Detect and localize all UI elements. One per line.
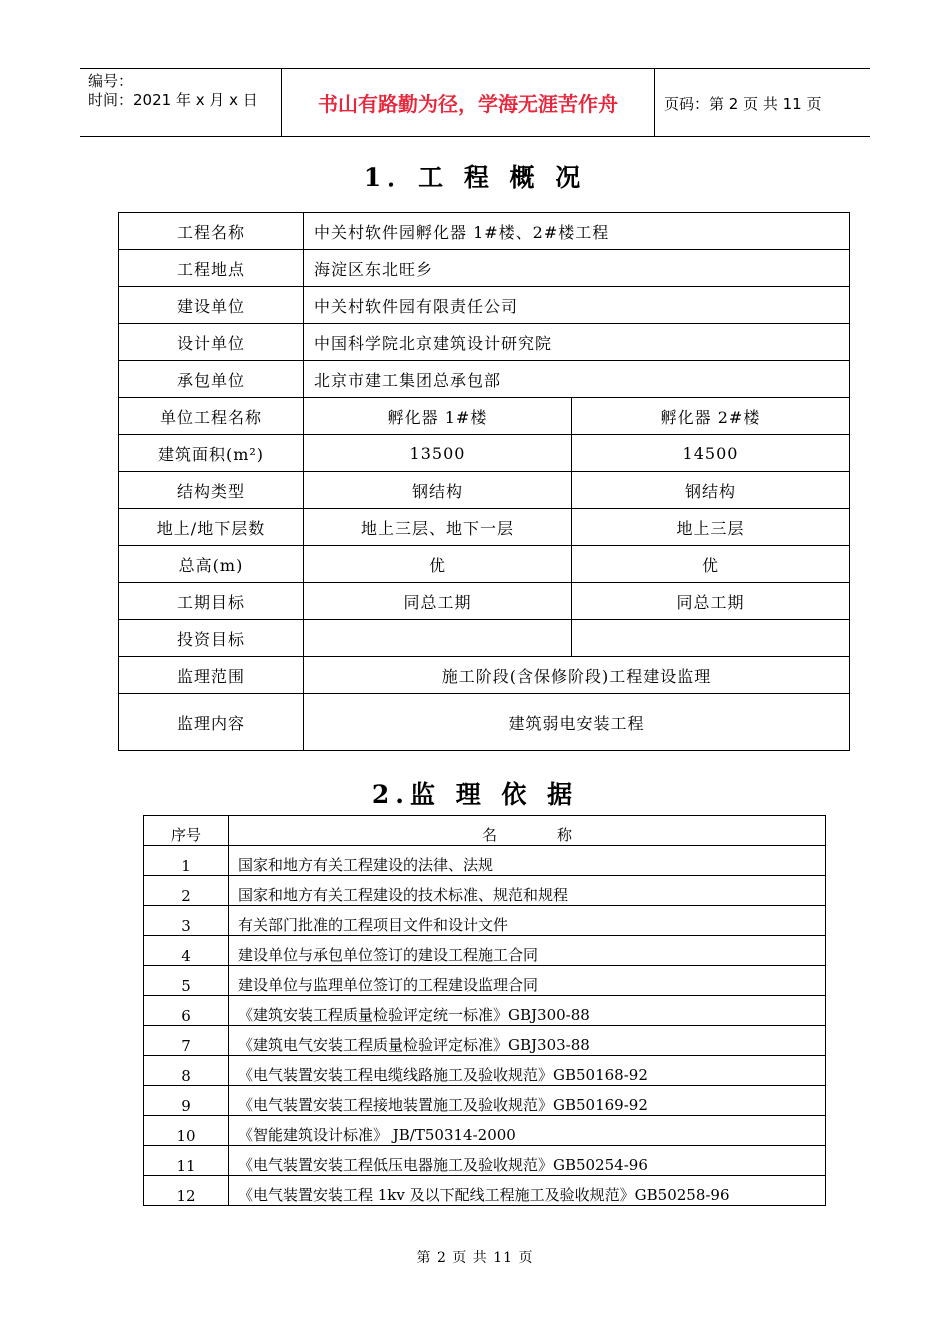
row-label: 建筑面积(m²) bbox=[119, 435, 304, 472]
table-row bbox=[144, 876, 826, 906]
row-label: 结构类型 bbox=[119, 472, 304, 509]
table-row bbox=[119, 583, 850, 620]
row-number: 3 bbox=[144, 906, 229, 936]
row-value-2 bbox=[572, 620, 850, 657]
row-label: 设计单位 bbox=[119, 324, 304, 361]
table-row bbox=[119, 620, 850, 657]
row-value: 中关村软件园孵化器 1#楼、2#楼工程 bbox=[304, 213, 850, 250]
header-time: 时间：2021 年 x 月 x 日 bbox=[88, 91, 258, 109]
row-label: 工期目标 bbox=[119, 583, 304, 620]
column-header-name bbox=[229, 816, 826, 846]
row-number: 8 bbox=[144, 1056, 229, 1086]
table-row bbox=[119, 361, 850, 398]
supervision-basis-table bbox=[143, 815, 826, 1206]
table-row bbox=[144, 936, 826, 966]
row-number: 11 bbox=[144, 1146, 229, 1176]
row-value-2: 地上三层 bbox=[572, 509, 850, 546]
table-row bbox=[119, 657, 850, 694]
row-value-1: 孵化器 1#楼 bbox=[304, 398, 572, 435]
row-name: 《智能建筑设计标准》 JB/T50314-2000 bbox=[229, 1116, 826, 1146]
row-value-1: 优 bbox=[304, 546, 572, 583]
table-row bbox=[119, 509, 850, 546]
row-value: 中关村软件园有限责任公司 bbox=[304, 287, 850, 324]
row-label: 单位工程名称 bbox=[119, 398, 304, 435]
row-number: 5 bbox=[144, 966, 229, 996]
header-bottom-rule bbox=[80, 136, 870, 137]
table-row bbox=[144, 1146, 826, 1176]
header-divider-right bbox=[654, 68, 655, 136]
row-value: 海淀区东北旺乡 bbox=[304, 250, 850, 287]
row-value-2: 同总工期 bbox=[572, 583, 850, 620]
section2-title: 2.监 理 依 据 bbox=[371, 780, 579, 809]
row-value-2: 钢结构 bbox=[572, 472, 850, 509]
row-value-1: 13500 bbox=[304, 435, 572, 472]
basis-rows bbox=[144, 846, 826, 1206]
row-name: 《建筑安装工程质量检验评定统一标准》GBJ300-88 bbox=[229, 996, 826, 1026]
row-number: 7 bbox=[144, 1026, 229, 1056]
row-label: 投资目标 bbox=[119, 620, 304, 657]
header-number: 编号： bbox=[88, 72, 134, 90]
column-header-name-a: 名 bbox=[481, 826, 497, 844]
row-label: 承包单位 bbox=[119, 361, 304, 398]
row-value-1: 钢结构 bbox=[304, 472, 572, 509]
row-label: 建设单位 bbox=[119, 287, 304, 324]
table-row bbox=[144, 1116, 826, 1146]
row-number: 12 bbox=[144, 1176, 229, 1206]
row-name: 建设单位与承包单位签订的建设工程施工合同 bbox=[229, 936, 826, 966]
row-name: 《建筑电气安装工程质量检验评定标准》GBJ303-88 bbox=[229, 1026, 826, 1056]
row-value: 施工阶段(含保修阶段)工程建设监理 bbox=[304, 657, 850, 694]
table-row bbox=[119, 694, 850, 751]
row-value: 建筑弱电安装工程 bbox=[304, 694, 850, 751]
table-row bbox=[119, 435, 850, 472]
row-label: 地上/地下层数 bbox=[119, 509, 304, 546]
row-number: 2 bbox=[144, 876, 229, 906]
table-row bbox=[119, 546, 850, 583]
row-number: 4 bbox=[144, 936, 229, 966]
row-value-2: 孵化器 2#楼 bbox=[572, 398, 850, 435]
table-row bbox=[144, 996, 826, 1026]
table-row bbox=[119, 324, 850, 361]
project-overview-table bbox=[118, 212, 850, 751]
row-value-2: 14500 bbox=[572, 435, 850, 472]
table-row bbox=[144, 1086, 826, 1116]
table-row bbox=[119, 287, 850, 324]
table-row bbox=[119, 472, 850, 509]
row-name: 国家和地方有关工程建设的法律、法规 bbox=[229, 846, 826, 876]
row-label: 工程地点 bbox=[119, 250, 304, 287]
row-label: 监理范围 bbox=[119, 657, 304, 694]
header-meta bbox=[88, 72, 258, 110]
row-number: 9 bbox=[144, 1086, 229, 1116]
row-name: 《电气装置安装工程低压电器施工及验收规范》GB50254-96 bbox=[229, 1146, 826, 1176]
row-name: 国家和地方有关工程建设的技术标准、规范和规程 bbox=[229, 876, 826, 906]
row-value-1: 同总工期 bbox=[304, 583, 572, 620]
section1-title: 1．工 程 概 况 bbox=[363, 163, 587, 192]
table-row bbox=[144, 1056, 826, 1086]
row-name: 《电气装置安装工程接地装置施工及验收规范》GB50169-92 bbox=[229, 1086, 826, 1116]
table-row bbox=[144, 906, 826, 936]
row-name: 《电气装置安装工程 1kv 及以下配线工程施工及验收规范》GB50258-96 bbox=[229, 1176, 826, 1206]
row-name: 建设单位与监理单位签订的工程建设监理合同 bbox=[229, 966, 826, 996]
row-value-1 bbox=[304, 620, 572, 657]
table-row bbox=[144, 846, 826, 876]
table-row bbox=[119, 398, 850, 435]
table-header-row bbox=[144, 816, 826, 846]
row-name: 《电气装置安装工程电缆线路施工及验收规范》GB50168-92 bbox=[229, 1056, 826, 1086]
row-value-1: 地上三层、地下一层 bbox=[304, 509, 572, 546]
row-value: 北京市建工集团总承包部 bbox=[304, 361, 850, 398]
row-label: 工程名称 bbox=[119, 213, 304, 250]
row-number: 6 bbox=[144, 996, 229, 1026]
row-number: 10 bbox=[144, 1116, 229, 1146]
row-value-2: 优 bbox=[572, 546, 850, 583]
row-name: 有关部门批准的工程项目文件和设计文件 bbox=[229, 906, 826, 936]
table-row bbox=[144, 1026, 826, 1056]
column-header-number: 序号 bbox=[144, 816, 229, 846]
table-row bbox=[144, 1176, 826, 1206]
column-header-name-b: 称 bbox=[557, 826, 573, 844]
header-motto: 书山有路勤为径，学海无涯苦作舟 bbox=[318, 91, 618, 116]
table-row bbox=[119, 213, 850, 250]
header-page-info: 页码：第 2 页 共 11 页 bbox=[664, 95, 822, 113]
row-label: 总高(m) bbox=[119, 546, 304, 583]
page-footer: 第 2 页 共 11 页 bbox=[416, 1250, 534, 1266]
table-row bbox=[144, 966, 826, 996]
row-number: 1 bbox=[144, 846, 229, 876]
row-value: 中国科学院北京建筑设计研究院 bbox=[304, 324, 850, 361]
table-row bbox=[119, 250, 850, 287]
row-label: 监理内容 bbox=[119, 694, 304, 751]
